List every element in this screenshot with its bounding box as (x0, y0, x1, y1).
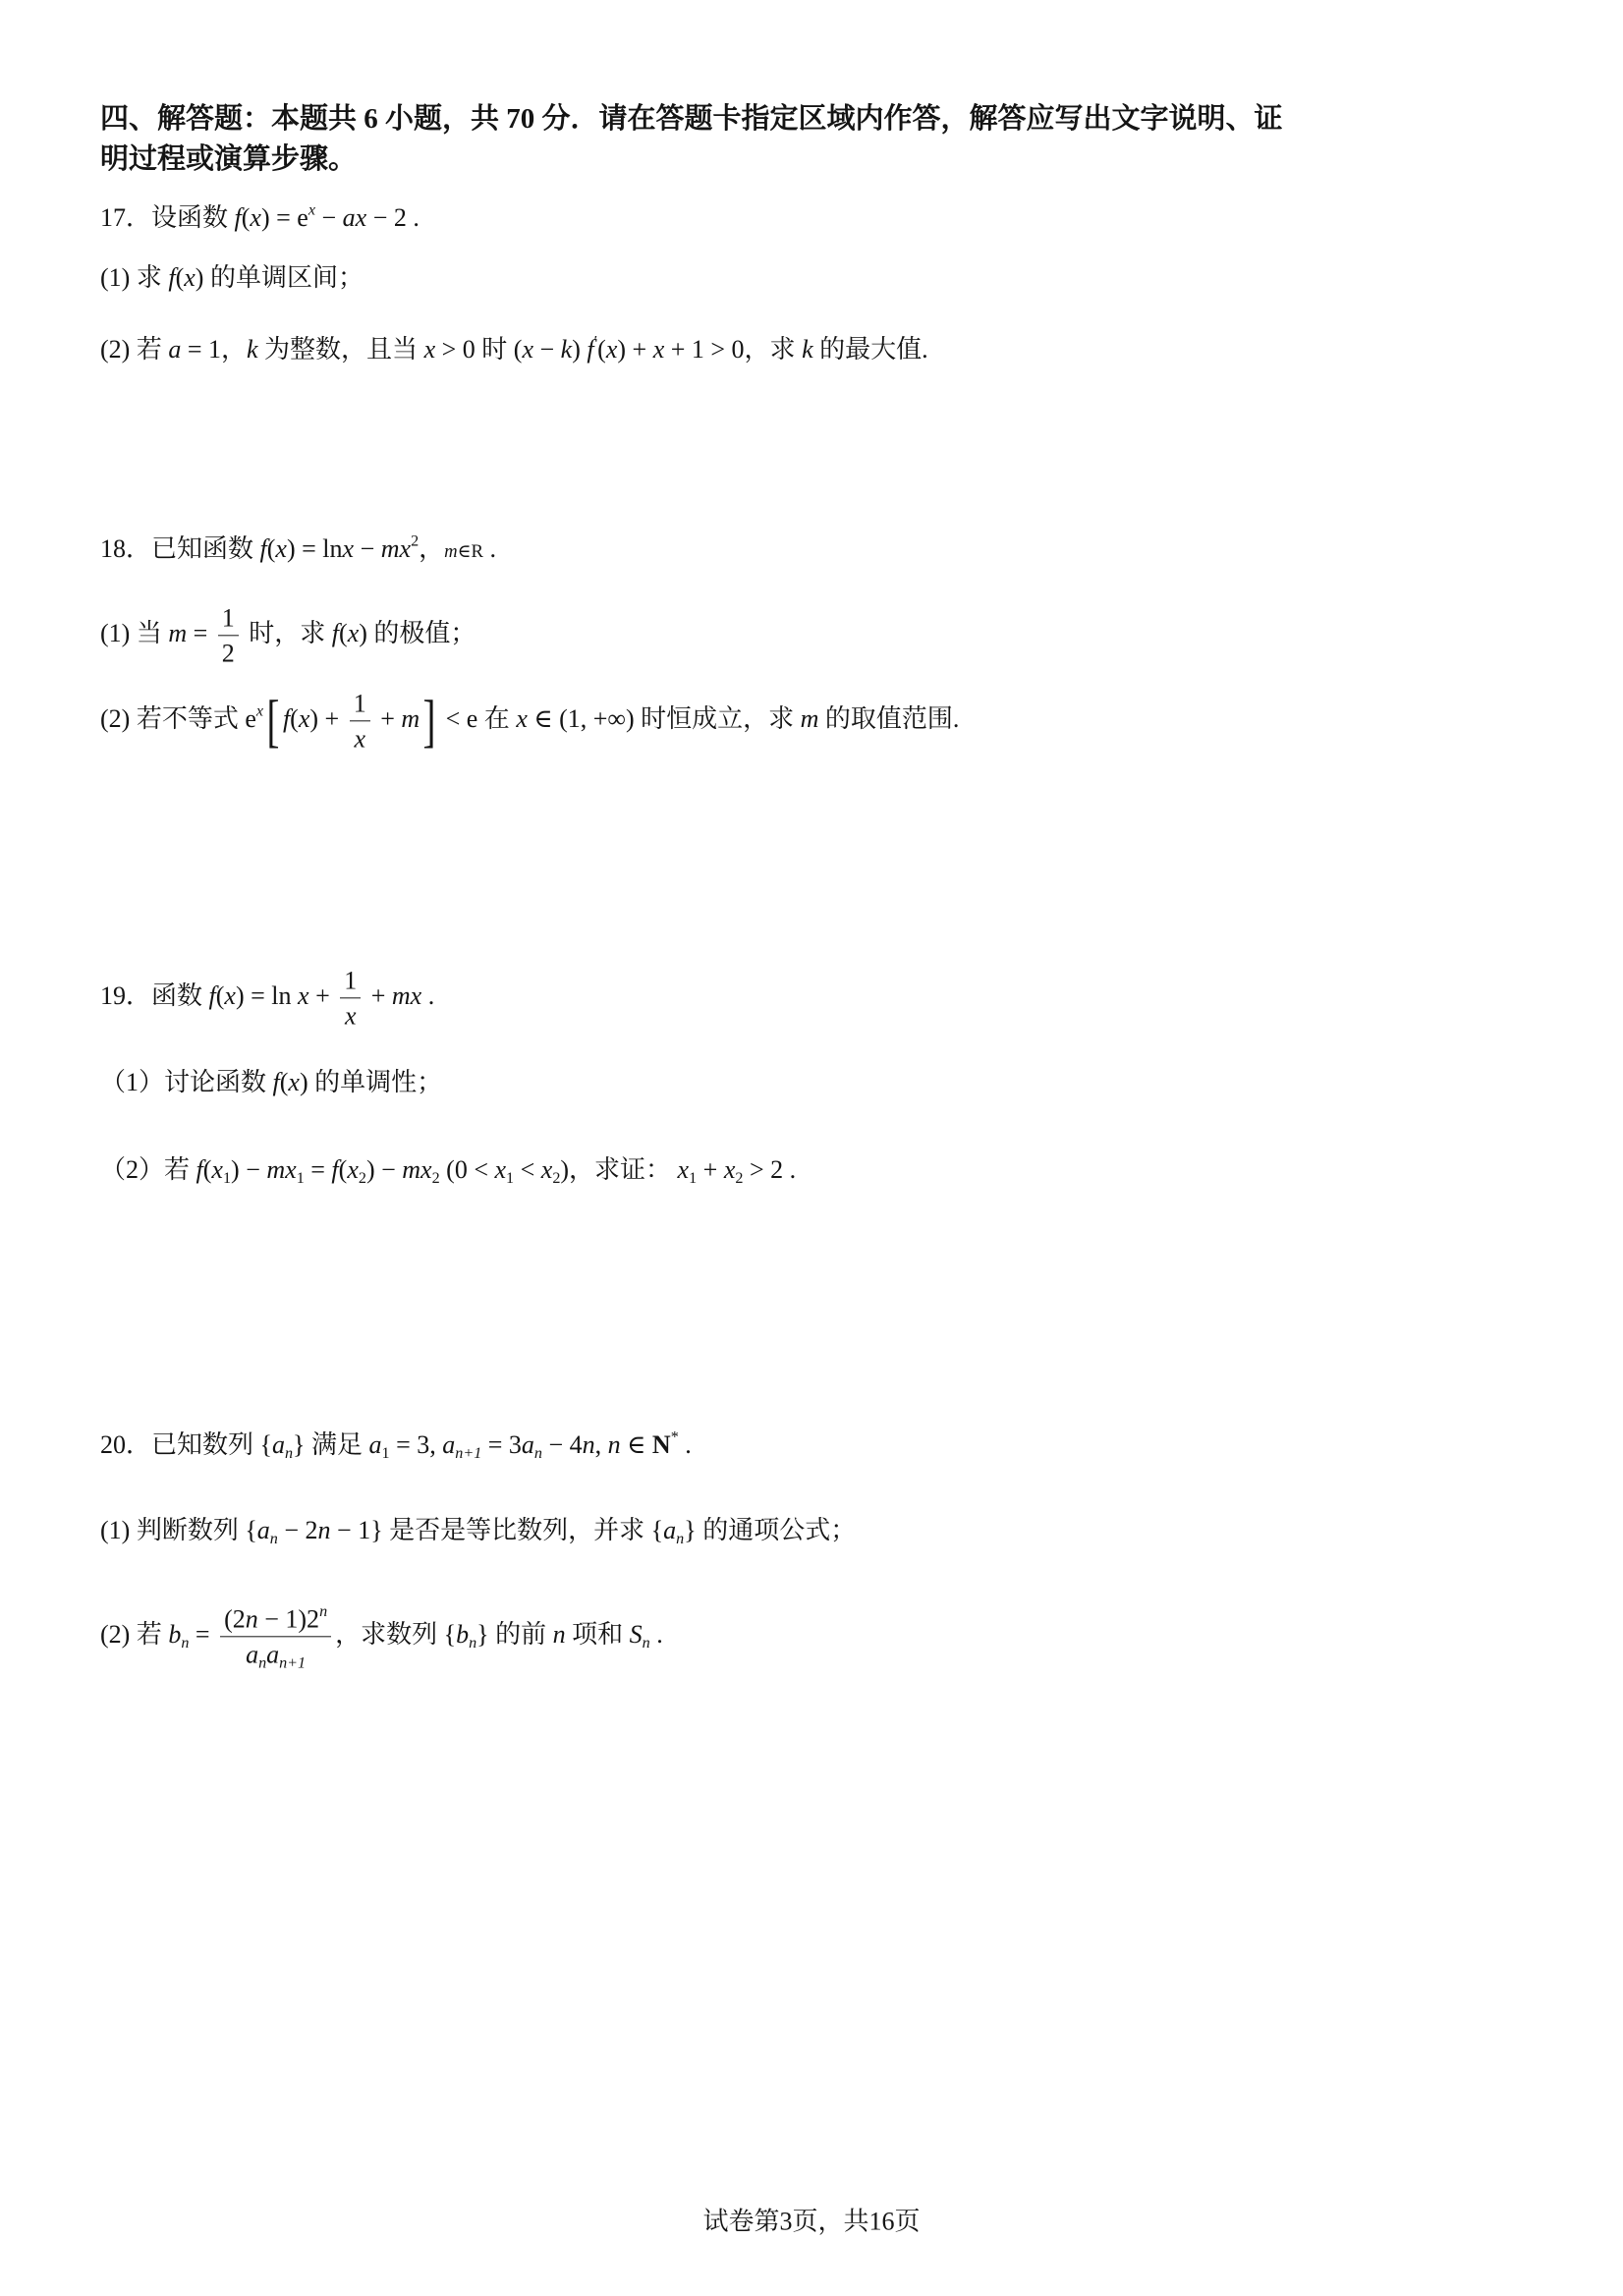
math-text: ( (290, 703, 299, 733)
math-text: ) (359, 618, 367, 647)
math-variable: x (423, 334, 436, 364)
text-run: 19．函数 (100, 980, 209, 1010)
math-text: . (678, 1429, 692, 1459)
math-variable: f (259, 533, 267, 563)
left-bracket: [ (266, 688, 280, 754)
math-variable: m (168, 618, 188, 647)
math-variable: a (663, 1515, 677, 1544)
math-variable: mx (391, 980, 422, 1010)
math-variable: x (723, 1154, 736, 1184)
math-text: = (189, 1619, 217, 1649)
math-variable: a (271, 1429, 285, 1459)
fraction (350, 688, 370, 754)
text-run: ，求数列 { (335, 1619, 457, 1649)
math-variable: x (298, 980, 309, 1010)
text-run: （2）若 (100, 1154, 196, 1184)
math-variable: f (168, 262, 176, 292)
math-text: ( (338, 1154, 348, 1184)
math-text: ( (597, 334, 606, 364)
math-text: = 3, (389, 1429, 443, 1459)
math-text: + (308, 980, 337, 1010)
math-variable: n (245, 1604, 258, 1634)
math-variable: m (444, 540, 458, 562)
text-run: 的最大值. (812, 334, 928, 364)
text-run: 的单调区间； (203, 262, 364, 292)
fraction-numerator (220, 1603, 331, 1637)
text-run: } 满足 (293, 1429, 369, 1459)
math-variable: f (196, 1154, 203, 1184)
math-variable: x (347, 618, 360, 647)
fraction-denominator: 2 (221, 639, 235, 668)
subscript: n (269, 1530, 278, 1547)
math-variable: x (275, 533, 287, 563)
text-run: （1）讨论函数 (100, 1067, 273, 1096)
page-footer: 试卷第3页，共16页 (702, 2207, 921, 2236)
text-run: (1) 求 (100, 262, 169, 292)
math-variable: x (250, 202, 261, 232)
math-variable: x (652, 334, 665, 364)
math-text: ( (202, 1154, 212, 1184)
section-header-line-1: 四、解答题：本题共 6 小题，共 70 分．请在答题卡指定区域内作答，解答应写出文字说明、证 (100, 102, 1283, 135)
text-run: (1) 当 (100, 618, 169, 647)
math-variable: x (522, 334, 533, 364)
math-text: ) + (617, 334, 653, 364)
text-run: } 的通项公式； (684, 1515, 857, 1544)
math-variable: a (368, 1429, 382, 1459)
superscript: x (308, 201, 315, 219)
text-run: (2) 若 (100, 1619, 169, 1649)
math-variable: x (184, 262, 196, 292)
math-text: (0 < (439, 1154, 495, 1184)
text-run: > 0 时 ( (435, 334, 523, 364)
subscript: 2 (431, 1169, 440, 1187)
q18-stem (100, 533, 496, 566)
math-text: ( (175, 262, 185, 292)
text-run: 时，求 (242, 618, 332, 647)
math-text: , (594, 1429, 608, 1459)
math-text: ( (339, 618, 348, 647)
math-variable: b (456, 1619, 470, 1649)
math-text: . (482, 533, 496, 563)
math-text: = 3 (481, 1429, 522, 1459)
q17-stem (100, 202, 420, 235)
subscript: n (258, 1654, 267, 1672)
math-text: = (187, 618, 214, 647)
math-text: ) − (231, 1154, 267, 1184)
math-text: + (373, 703, 402, 733)
math-variable: a (246, 1640, 259, 1669)
subscript: n+1 (455, 1444, 482, 1462)
fraction (340, 965, 361, 1031)
math-text: ) = ln (235, 980, 299, 1010)
fraction-denominator: x (344, 1001, 357, 1031)
math-variable: x (516, 703, 528, 733)
text-run: 的极值； (366, 618, 476, 647)
subscript: n (676, 1530, 685, 1547)
text-run: (2) 若 (100, 334, 169, 364)
subscript: 1 (222, 1169, 232, 1187)
subscript: 2 (358, 1169, 366, 1187)
math-text: ( (215, 980, 225, 1010)
q18-part-1 (100, 602, 476, 668)
math-variable: mx (266, 1154, 297, 1184)
text-run: (2) 若不等式 e (100, 703, 256, 733)
text-run: 的取值范围. (818, 703, 960, 733)
math-variable: S (629, 1619, 643, 1649)
math-text: ) = ln (286, 533, 343, 563)
fraction-denominator (242, 1638, 309, 1670)
math-text: ∈ (620, 1429, 652, 1459)
math-variable: mx (380, 533, 412, 563)
math-variable: x (211, 1154, 223, 1184)
math-variable: x (677, 1154, 690, 1184)
math-variable: k (560, 334, 573, 364)
math-variable: k (802, 334, 813, 364)
math-text: + (697, 1154, 724, 1184)
math-variable: x (347, 1154, 359, 1184)
text-run: 项和 (565, 1619, 630, 1649)
text-run: < e 在 (439, 703, 517, 733)
text-run: 18．已知函数 (100, 533, 260, 563)
math-text: ( (266, 533, 276, 563)
text-run: 为整数，且当 (257, 334, 424, 364)
math-variable: f (587, 334, 594, 364)
math-variable: f (272, 1067, 280, 1096)
math-variable: k (247, 334, 258, 364)
fraction-numerator: 1 (218, 602, 239, 636)
math-variable: x (605, 334, 618, 364)
math-set-symbol: N (651, 1429, 671, 1459)
math-variable: x (540, 1154, 553, 1184)
math-variable: a (266, 1640, 280, 1669)
math-variable: f (331, 1154, 339, 1184)
math-text: ) (572, 334, 588, 364)
fraction-numerator: 1 (350, 688, 370, 721)
section-header-line-2: 明过程或演算步骤。 (100, 142, 358, 175)
math-variable: x (224, 980, 236, 1010)
math-text: − 1)2 (257, 1604, 320, 1634)
math-variable: x (494, 1154, 507, 1184)
math-variable: n (607, 1429, 621, 1459)
math-variable: n (552, 1619, 566, 1649)
fraction-denominator: x (354, 724, 365, 754)
text-run: − 1} 是否是等比数列，并求 { (330, 1515, 664, 1544)
math-variable: f (331, 618, 340, 647)
subscript: 1 (689, 1169, 698, 1187)
q17-part-1 (100, 262, 364, 295)
math-text: − 2 . (366, 202, 420, 232)
text-run: 20．已知数列 { (100, 1429, 272, 1459)
subscript: n (181, 1635, 190, 1652)
text-run: ， (419, 533, 445, 563)
math-variable: x (288, 1067, 300, 1096)
text-run: )，求证： (560, 1154, 678, 1184)
subscript: n+1 (279, 1654, 307, 1672)
math-text: ) (195, 262, 204, 292)
subscript: 1 (506, 1169, 515, 1187)
math-variable: f (282, 703, 291, 733)
subscript: n (533, 1444, 542, 1462)
text-run: = 1， (181, 334, 247, 364)
math-text: . (421, 980, 435, 1010)
superscript: x (255, 702, 264, 720)
text-run: } 的前 (476, 1619, 553, 1649)
math-text: − 4 (541, 1429, 583, 1459)
math-text: > 2 . (743, 1154, 797, 1184)
math-variable: a (442, 1429, 456, 1459)
math-variable: f (234, 202, 242, 232)
math-text: − (532, 334, 561, 364)
subscript: 1 (296, 1169, 305, 1187)
fraction-numerator: 1 (340, 965, 361, 998)
math-text: ) − (365, 1154, 403, 1184)
fraction (220, 1603, 331, 1672)
math-variable: a (256, 1515, 270, 1544)
superscript: n (319, 1603, 328, 1621)
q20-part-1 (100, 1515, 856, 1547)
math-variable: ax (342, 202, 367, 232)
math-text: . (649, 1619, 663, 1649)
math-variable: x (342, 533, 355, 563)
math-text: (2 (224, 1604, 246, 1634)
subscript: 1 (381, 1444, 390, 1462)
math-variable: mx (402, 1154, 432, 1184)
math-variable: n (582, 1429, 595, 1459)
superscript: 2 (411, 532, 420, 550)
math-text: − (354, 533, 381, 563)
math-variable: a (168, 334, 182, 364)
math-text: = (304, 1154, 332, 1184)
math-text: − (315, 202, 343, 232)
subscript: 2 (552, 1169, 561, 1187)
math-variable: a (521, 1429, 534, 1459)
math-variable: x (298, 703, 310, 733)
superscript: * (670, 1428, 679, 1446)
subscript: 2 (735, 1169, 744, 1187)
q20-stem (100, 1429, 692, 1462)
q19-part-1 (100, 1067, 442, 1099)
math-variable: m (800, 703, 819, 733)
text-run: 的单调性； (308, 1067, 443, 1096)
q18-part-2 (100, 688, 959, 754)
math-text: ( (241, 202, 251, 232)
math-text: ( (279, 1067, 289, 1096)
math-variable: m (401, 703, 420, 733)
math-text: ∈R (457, 540, 483, 562)
math-text: ) + (309, 703, 346, 733)
right-bracket: ] (422, 688, 436, 754)
math-text: − 2 (277, 1515, 318, 1544)
math-text: ) (299, 1067, 308, 1096)
math-text: ∈ (1, +∞) (527, 703, 635, 733)
subscript: n (284, 1444, 294, 1462)
q20-part-2 (100, 1603, 663, 1672)
math-variable: n (317, 1515, 331, 1544)
subscript: n (642, 1635, 650, 1652)
math-variable: f (208, 980, 216, 1010)
text-run: (1) 判断数列 { (100, 1515, 257, 1544)
q19-stem (100, 965, 434, 1031)
math-text: ) = e (260, 202, 308, 232)
q17-part-2 (100, 334, 928, 366)
math-variable: b (168, 1619, 182, 1649)
math-text: < (514, 1154, 541, 1184)
fraction (218, 602, 239, 668)
text-run: + 1 > 0，求 (664, 334, 803, 364)
q19-part-2 (100, 1154, 796, 1187)
superscript: ′ (593, 333, 598, 351)
subscript: n (469, 1635, 477, 1652)
text-run: 时恒成立，求 (634, 703, 801, 733)
text-run: 17．设函数 (100, 202, 235, 232)
math-text: + (364, 980, 392, 1010)
